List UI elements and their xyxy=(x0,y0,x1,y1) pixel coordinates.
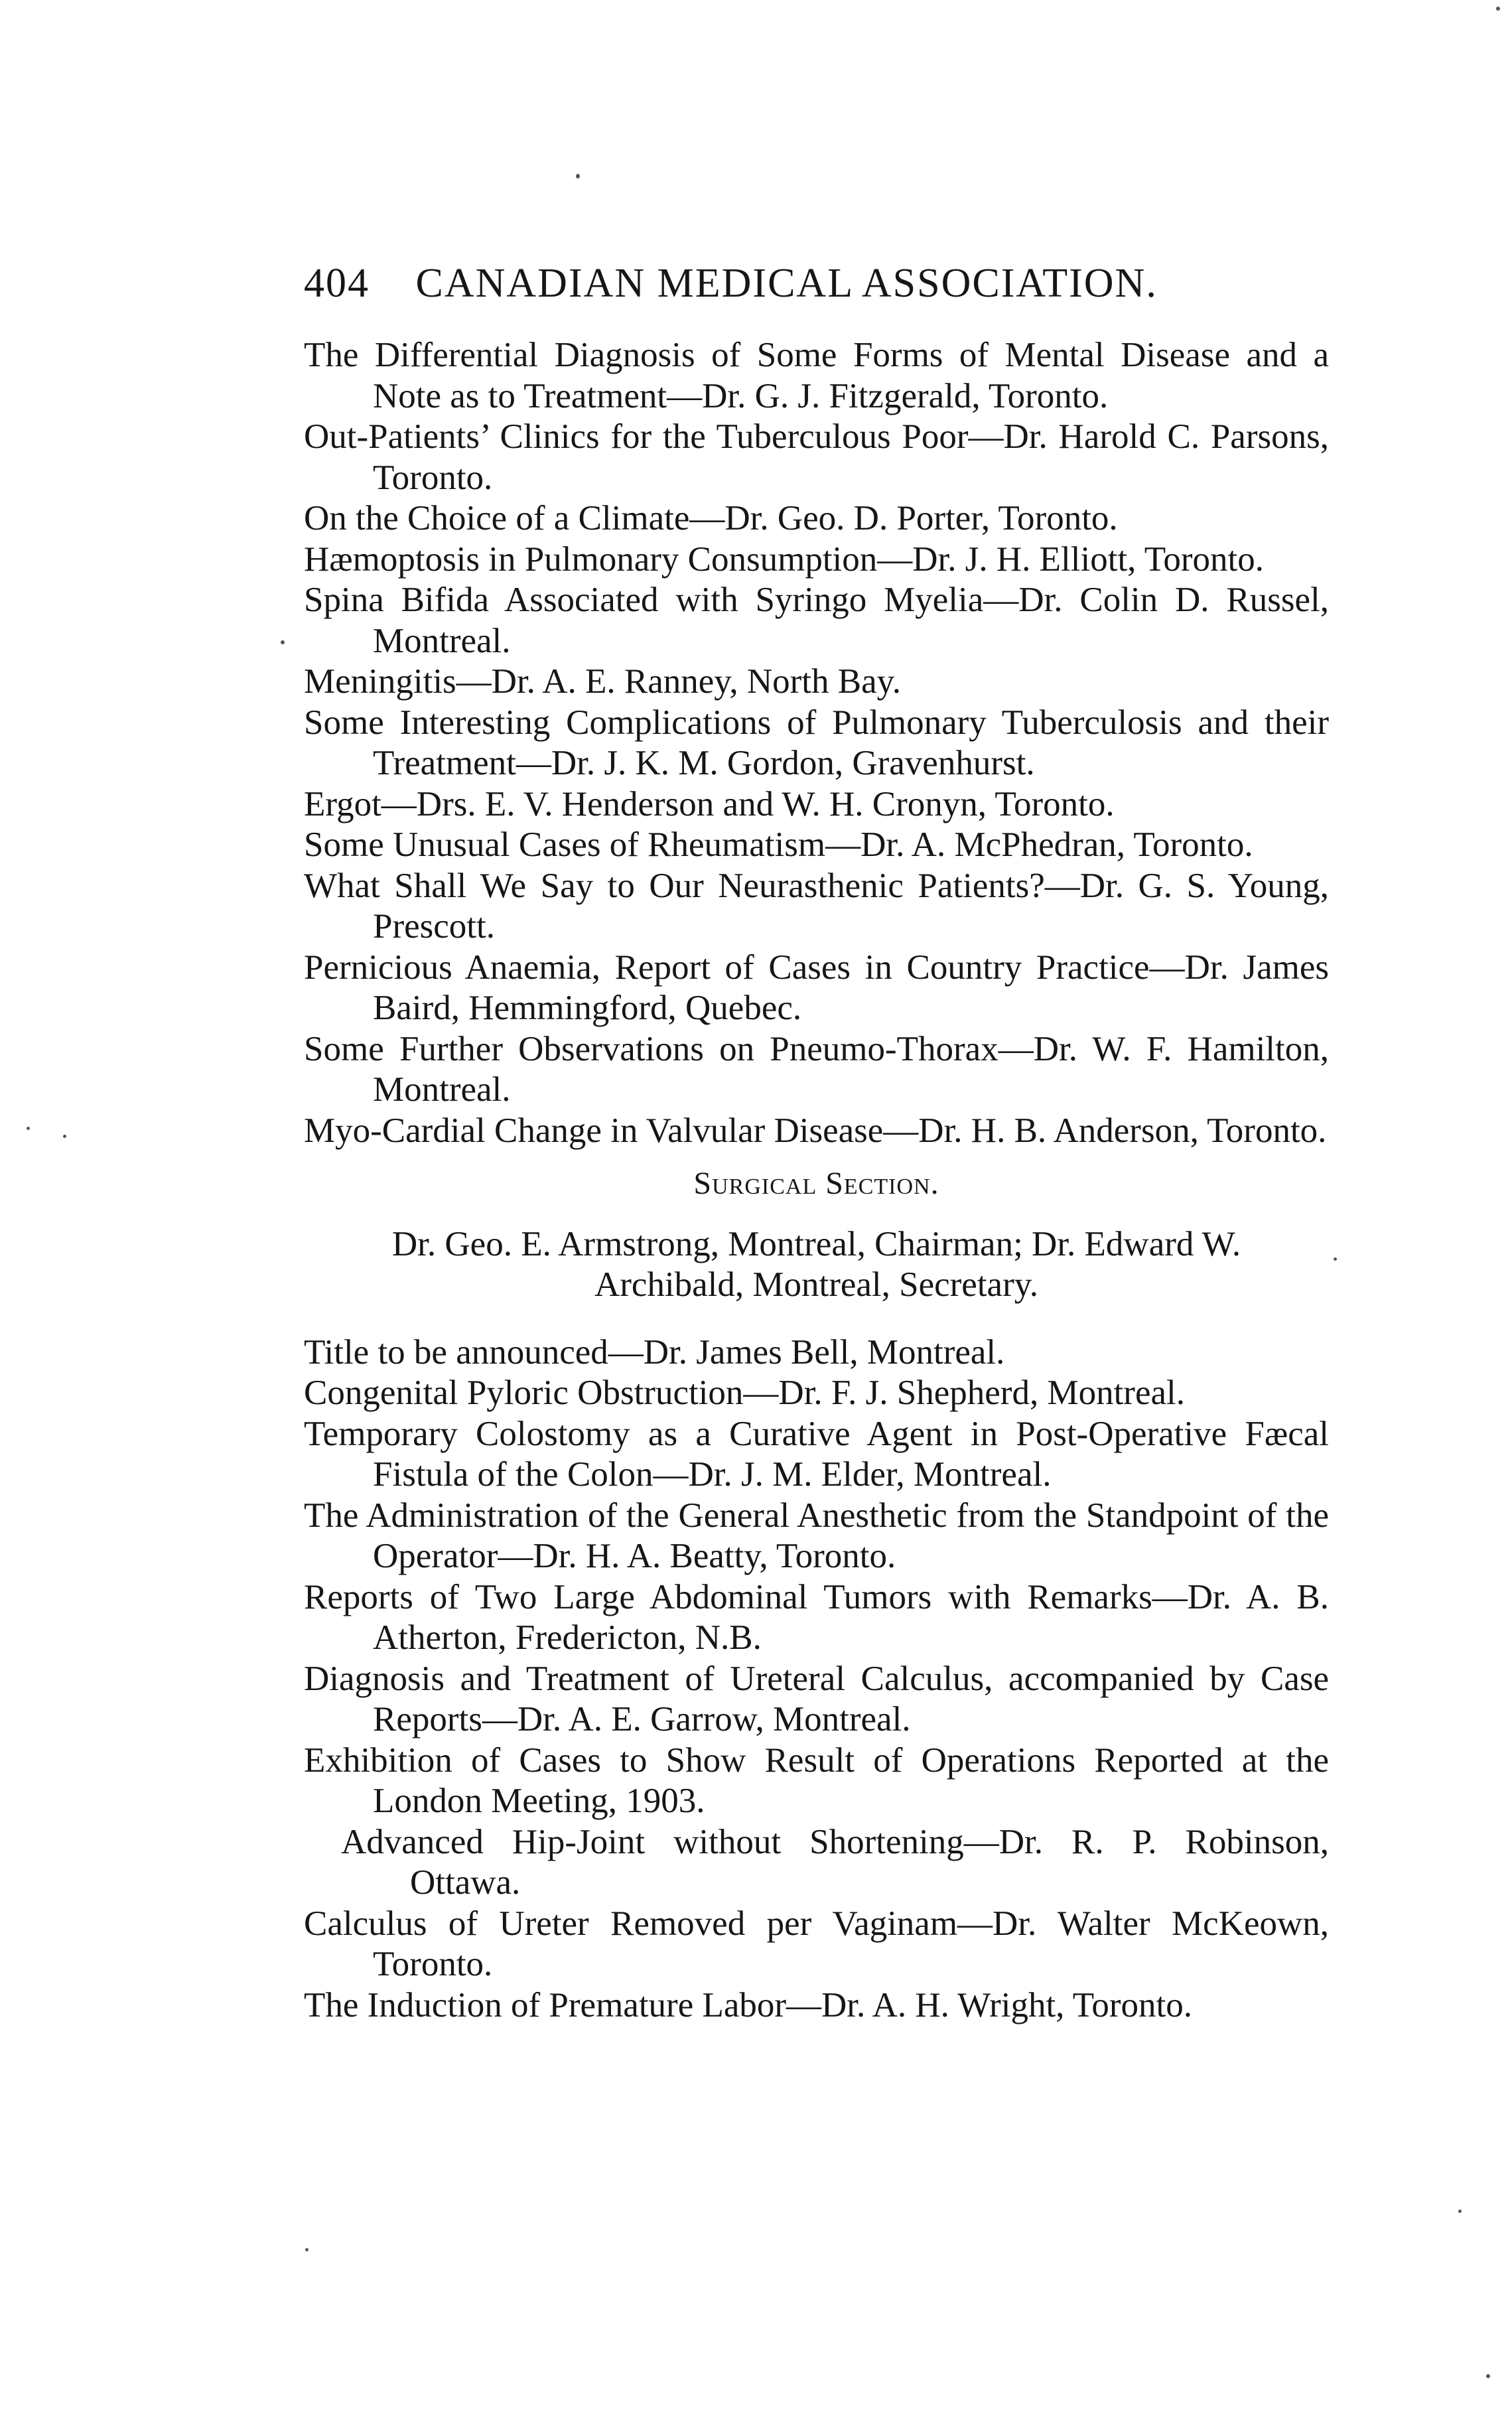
scan-speck xyxy=(1496,7,1500,11)
paper-entry: Title to be announced—Dr. James Bell, Montreal. xyxy=(304,1332,1005,1372)
paper-sub-entry: Advanced Hip-Joint without Shortening—Dr. R. P. Robinson, Ottawa. xyxy=(341,1822,1329,1902)
paper-entry: On the Choice of a Climate—Dr. Geo. D. Porter, Toronto. xyxy=(304,499,1118,537)
scan-speck xyxy=(1458,2210,1462,2213)
paper-entry: Ergot—Drs. E. V. Henderson and W. H. Cronyn, Toronto. xyxy=(304,784,1115,823)
paper-entry: Spina Bifida Associated with Syringo Myelia—Dr. Colin D. Russel, Montreal. xyxy=(304,581,1329,660)
paper-entry: Diagnosis and Treatment of Ureteral Calculus, accompanied by Case Reports—Dr. A. E. Garrow, Montreal. xyxy=(304,1659,1329,1738)
scan-speck xyxy=(63,1135,66,1138)
paper-entry: Pernicious Anaemia, Report of Cases in Country Practice—Dr. James Baird, Hemmingford, Quebec. xyxy=(304,948,1329,1027)
scan-speck xyxy=(27,1127,30,1130)
scan-speck xyxy=(1486,2374,1490,2378)
paper-entry: Reports of Two Large Abdominal Tumors with Remarks—Dr. A. B. Atherton, Fredericton, N.B. xyxy=(304,1577,1329,1657)
scan-speck xyxy=(576,174,580,178)
paper-entry: What Shall We Say to Our Neurasthenic Patients?—Dr. G. S. Young, Prescott. xyxy=(304,866,1329,946)
page-header xyxy=(304,260,1339,307)
section-heading: Surgical Section. xyxy=(693,1166,939,1201)
paper-entry: Myo-Cardial Change in Valvular Disease—Dr. H. B. Anderson, Toronto. xyxy=(304,1111,1327,1150)
paper-entry: The Administration of the General Anesthetic from the Standpoint of the Operator—Dr. H. A. Beatty, Toronto. xyxy=(304,1496,1329,1575)
paper-entry: Out-Patients’ Clinics for the Tuberculous Poor—Dr. Harold C. Parsons, Toronto. xyxy=(304,417,1329,497)
page-number: 404 xyxy=(304,261,370,306)
paper-entry: Some Unusual Cases of Rheumatism—Dr. A. McPhedran, Toronto. xyxy=(304,825,1253,864)
page-body xyxy=(304,335,1329,2026)
paper-entry: Exhibition of Cases to Show Result of Operations Reported at the London Meeting, 1903. xyxy=(304,1740,1329,1820)
section-officers: Dr. Geo. E. Armstrong, Montreal, Chairman; Dr. Edward W. Archibald, Montreal, Secretary. xyxy=(391,1224,1241,1304)
paper-entry: Congenital Pyloric Obstruction—Dr. F. J. Shepherd, Montreal. xyxy=(304,1374,1185,1412)
paper-entry: Hæmoptosis in Pulmonary Consumption—Dr. J. H. Elliott, Toronto. xyxy=(304,539,1265,579)
paper-entry: Temporary Colostomy as a Curative Agent in Post-Operative Fæcal Fistula of the Colon—Dr. J. M. Elder, Montreal. xyxy=(304,1414,1329,1494)
running-title: CANADIAN MEDICAL ASSOCIATION. xyxy=(415,261,1158,306)
paper-entry: Calculus of Ureter Removed per Vaginam—Dr. Walter McKeown, Toronto. xyxy=(304,1904,1329,1983)
scan-speck xyxy=(1334,1257,1337,1261)
paper-entry: Some Interesting Complications of Pulmonary Tuberculosis and their Treatment—Dr. J. K. M. Gordon, Gravenhurst. xyxy=(304,703,1329,782)
paper-entry: The Differential Diagnosis of Some Forms of Mental Disease and a Note as to Treatment—Dr. G. J. Fitzgerald, Toronto. xyxy=(304,336,1329,415)
scan-speck xyxy=(281,640,285,644)
scan-speck xyxy=(305,2248,309,2251)
paper-entry: The Induction of Premature Labor—Dr. A. H. Wright, Toronto. xyxy=(304,1985,1193,2024)
paper-entry: Meningitis—Dr. A. E. Ranney, North Bay. xyxy=(304,662,901,701)
paper-entry: Some Further Observations on Pneumo-Thorax—Dr. W. F. Hamilton, Montreal. xyxy=(304,1029,1329,1109)
